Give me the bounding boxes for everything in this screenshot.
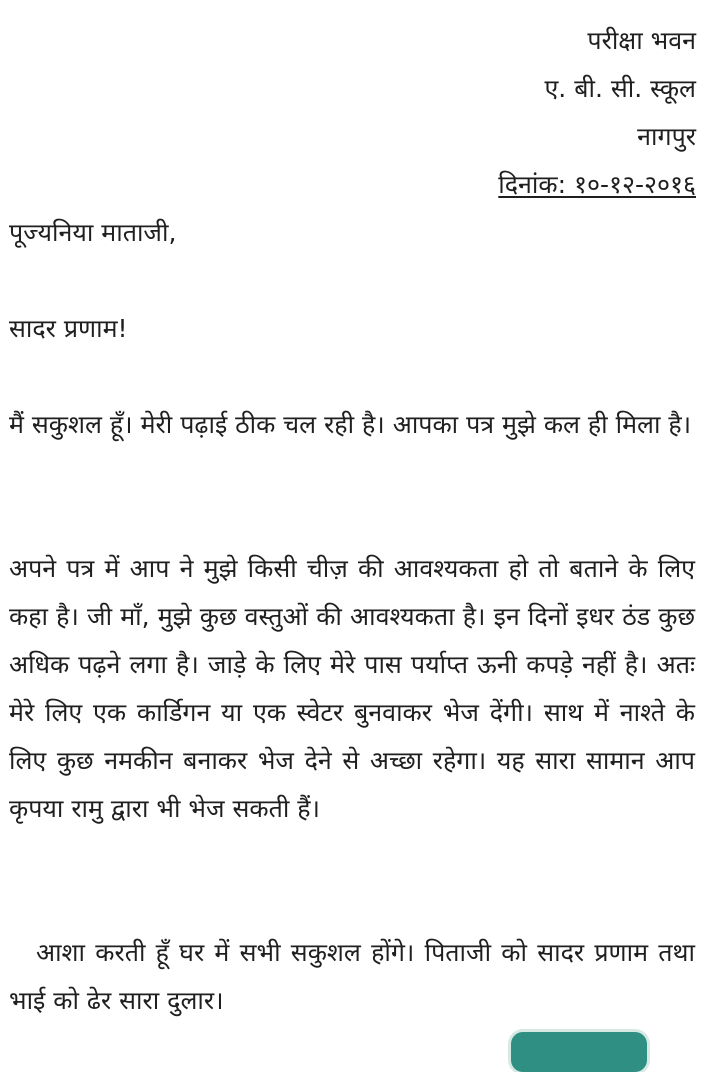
body-paragraph-2: अपने पत्र में आप ने मुझे किसी चीज़ की आवश्यकता हो तो बताने के लिए कहा है। जी माँ, मुझे कुछ वस्तुओं की आवश्यकता है। इन दिनों इधर ठंड कुछ अधिक पढ़ने लगा है। जाड़े के लिए मेरे पास पर्याप्त ऊनी कपड़े नहीं है। अतः मेरे लिए एक कार्डिगन या एक स्वेटर बुनवाकर भेज देंगी। साथ में नाश्ते के लिए कुछ नमकीन बनाकर भेज देने से अच्छा रहेगा। यह सारा सामान आप कृपया रामु द्वारा भी भेज सकती हैं।	[9, 554, 695, 823]
address-line-exam-hall: परीक्षा भवन	[587, 26, 696, 55]
salutation: पूज्यनिया माताजी,	[9, 218, 177, 247]
body-paragraph-3: आशा करती हूँ घर में सभी सकुशल होंगे। पिताजी को सादर प्रणाम तथा भाई को ढेर सारा दुलार।	[9, 938, 695, 1015]
body-paragraph-1: मैं सकुशल हूँ। मेरी पढ़ाई ठीक चल रही है। आपका पत्र मुझे कल ही मिला है।	[9, 410, 692, 439]
address-line-school: ए. बी. सी. स्कूल	[544, 74, 696, 103]
partial-action-button[interactable]	[511, 1032, 647, 1072]
letter-date: दिनांक: १०-१२-२०१६	[498, 170, 696, 199]
address-line-city: नागपुर	[637, 122, 696, 151]
greeting: सादर प्रणाम!	[9, 314, 128, 343]
